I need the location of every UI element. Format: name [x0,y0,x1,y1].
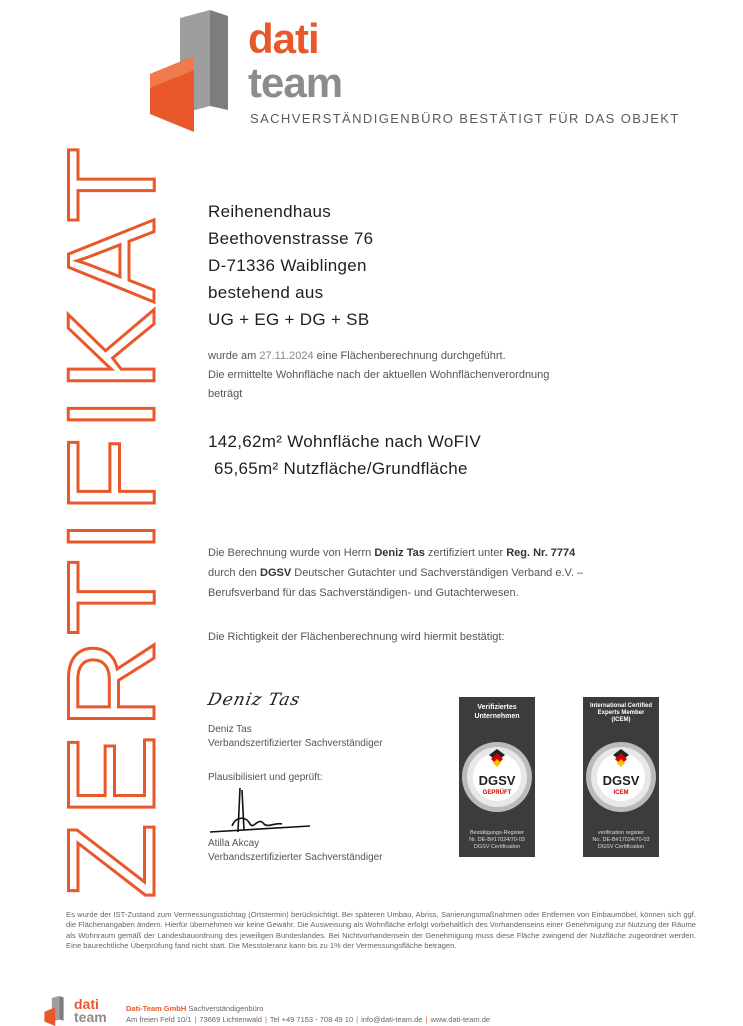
registration-number: Reg. Nr. 7774 [506,547,576,559]
footer-company: Dati-Team GmbH Sachverständigenbüro [126,1004,264,1013]
confirmation-text: Die Richtigkeit der Flächenberechnung wird hiermit bestätigt: [208,631,505,643]
signature-1: Deniz Tas [205,690,303,710]
usable-area: 65,65m² Nutzfläche/Grundfläche [214,459,468,478]
logo-text-team: team [248,59,343,106]
checked-label: Plausibilisiert und geprüft: [208,772,323,783]
survey-date: 27.11.2024 [259,350,314,362]
svg-text:ICEM: ICEM [613,790,629,796]
certification-line-2: durch den DGSV Deutscher Gutachter und Sachverständigen Verband e.V. – [208,567,584,579]
signer-2-role: Verbandszertifizierter Sachverständiger [208,852,383,863]
dgsv-seal-icon [461,741,533,813]
footer-contact: Am freien Feld 10/1 | 73669 Lichtenwald | Tel +49 7153 - 708 49 10 | info@dati-team.de | www.dati-team.de [126,1015,491,1024]
footer-logo-icon [40,996,70,1026]
signer-1-name: Deniz Tas [208,724,252,735]
dgsv-verified-badge: Verifiziertes Unternehmen DGSV GEPRÜFT Bestätigungs-Register Nr. DE-B#17024/70-03 DGSV Certification [459,697,535,857]
statement-line-1: wurde am 27.11.2024 eine Flächenberechnung durchgeführt. [208,350,506,362]
svg-text:DGSV: DGSV [602,773,640,788]
icem-seal-icon [585,741,657,813]
svg-text:DGSV: DGSV [478,773,516,788]
logo-text-dati: dati [248,15,319,62]
footer-logo-dati: dati [74,996,99,1012]
certificate-title: ZERTIFIKAT [43,140,181,900]
signer-2-name: Atilla Akcay [208,838,260,849]
statement-line-2: Die ermittelte Wohnfläche nach der aktuellen Wohnflächenverordnung [208,369,550,381]
dgsv-icem-badge: International Certified Experts Member (ICEM) DGSV ICEM verification register No. DE-B#17024/70-03 DGSV Certification [583,697,659,857]
footer-website[interactable]: www.dati-team.de [430,1015,491,1024]
property-consists: bestehend aus [208,283,324,302]
certification-line-3: Berufsverband für das Sachverständigen- und Gutachterwesen. [208,587,519,599]
statement-line-3: beträgt [208,388,243,400]
living-area: 142,62m² Wohnfläche nach WoFIV [208,432,481,451]
footer-address: Am freien Feld 10/1 [126,1015,192,1024]
certification-line-1: Die Berechnung wurde von Herrn Deniz Tas zertifiziert unter Reg. Nr. 7774 [208,547,576,559]
disclaimer-text: Es wurde der IST-Zustand zum Vermessungsstichtag (Ortstermin) berücksichtigt. Bei späteren Umbau, Abriss, Sanierungsmaßnahmen oder Entfernen von Einbaumöbel, können sich ggf. die Flächenangaben ändern. Hierfür übernehmen wir keine Gewähr. Die Ausweisung als Wohnfläche erfolgt vorbehaltlich des Vorhandenseins einer Genehmigung zur Nutzung der Räume als Wohnraum gemäß der Landesbauordnung des jeweiligen Bundeslandes. Bei Nichtvorhandensein der Genehmigung muss diese Fläche zwingend der Nutzfläche zugeordnet werden. Eine baurechtliche Überprüfung fand nicht statt. Die Messtoleranz kann bis zu 1% der Vermessungsfläche betragen. [66,910,696,951]
dati-team-logo-icon [150,10,236,132]
property-floors: UG + EG + DG + SB [208,310,370,329]
property-street: Beethovenstrasse 76 [208,229,374,248]
expert-name: Deniz Tas [374,547,425,559]
property-type: Reihenendhaus [208,202,331,221]
svg-text:GEPRÜFT: GEPRÜFT [482,790,512,796]
footer-email[interactable]: info@dati-team.de [361,1015,423,1024]
footer-phone: Tel +49 7153 - 708 49 10 [269,1015,354,1024]
property-city: D-71336 Waiblingen [208,256,367,275]
header-tagline: SACHVERSTÄNDIGENBÜRO BESTÄTIGT FÜR DAS OBJEKT [250,111,680,126]
footer-logo-team: team [74,1009,107,1025]
footer-city: 73669 Lichtenwald [199,1015,262,1024]
association-name: DGSV [260,567,292,579]
signer-1-role: Verbandszertifizierter Sachverständiger [208,738,383,749]
signature-2-icon [206,786,316,838]
